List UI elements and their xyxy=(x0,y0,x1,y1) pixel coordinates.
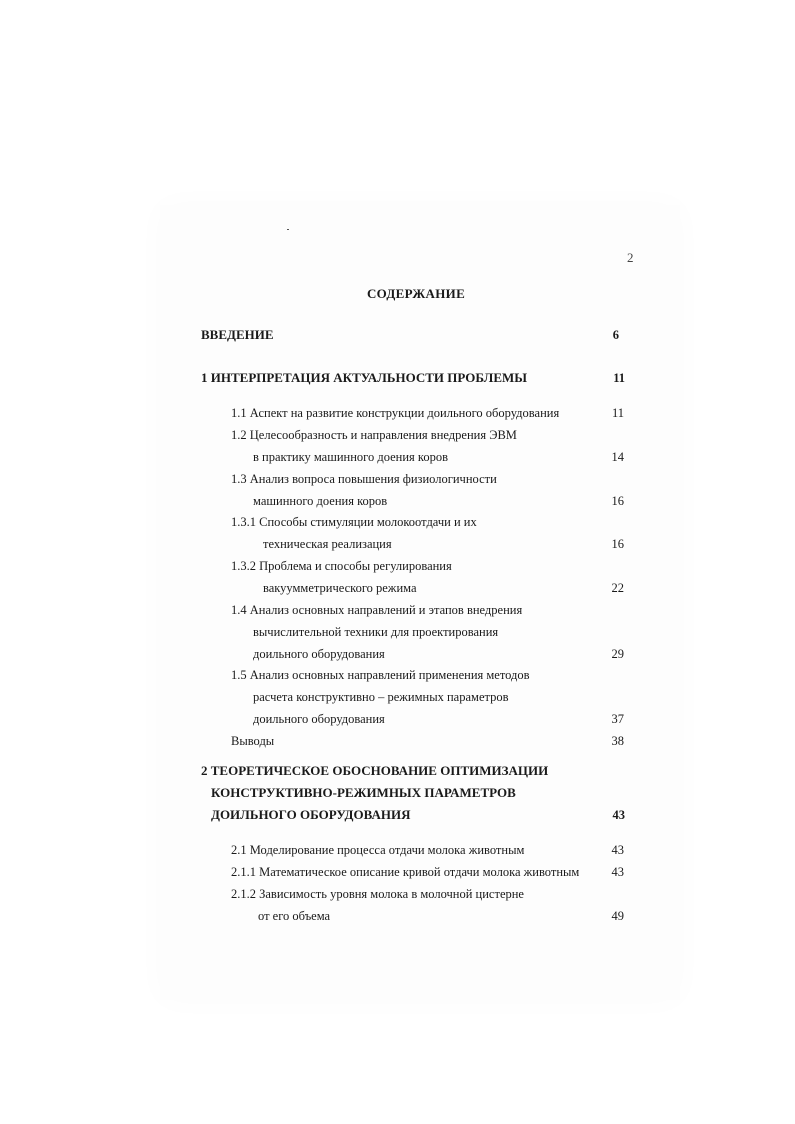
toc-entry-1-1: 1.1 Аспект на развитие конструкции доильного оборудования xyxy=(231,406,560,420)
toc-page-1-5: 37 xyxy=(611,712,624,726)
toc-chapter-1: 1 ИНТЕРПРЕТАЦИЯ АКТУАЛЬНОСТИ ПРОБЛЕМЫ xyxy=(201,370,528,385)
toc-entry-1-5-cont-1: расчета конструктивно – режимных параметров xyxy=(253,690,509,704)
toc-entry-1-3-cont: машинного доения коров xyxy=(253,494,388,508)
toc-entry-1-5: 1.5 Анализ основных направлений применения методов xyxy=(231,668,530,682)
toc-page-2-1-1: 43 xyxy=(611,865,624,879)
toc-entry-1-3-2: 1.3.2 Проблема и способы регулирования xyxy=(231,559,452,573)
toc-page-2-1-2: 49 xyxy=(611,909,624,923)
toc-entry-1-4-cont-1: вычислительной техники для проектирования xyxy=(253,625,499,639)
toc-entry-1-5-cont-2: доильного оборудования xyxy=(253,712,385,726)
toc-chapter-2: 2 ТЕОРЕТИЧЕСКОЕ ОБОСНОВАНИЕ ОПТИМИЗАЦИИ xyxy=(201,763,549,778)
toc-page-1-4: 29 xyxy=(611,647,624,661)
toc-entry-1-3: 1.3 Анализ вопроса повышения физиологичности xyxy=(231,472,497,486)
toc-page-1-3: 16 xyxy=(611,494,624,508)
toc-page-conclusions: 38 xyxy=(611,734,624,748)
toc-entry-1-3-1-cont: техническая реализация xyxy=(263,537,392,551)
toc-entry-1-3-2-cont: вакуумметрического режима xyxy=(263,581,417,595)
toc-page-chapter-1: 11 xyxy=(613,371,625,385)
toc-entry-1-4: 1.4 Анализ основных направлений и этапов внедрения xyxy=(231,603,523,617)
toc-page-1-3-2: 22 xyxy=(611,581,624,595)
toc-title: СОДЕРЖАНИЕ xyxy=(366,286,466,301)
toc-page-chapter-2: 43 xyxy=(612,808,625,822)
toc-entry-conclusions: Выводы xyxy=(231,734,275,748)
toc-entry-1-4-cont-2: доильного оборудования xyxy=(253,647,385,661)
toc-page-intro: 6 xyxy=(612,328,619,342)
toc-entry-2-1: 2.1 Моделирование процесса отдачи молока животным xyxy=(231,843,525,857)
toc-entry-2-1-1: 2.1.1 Математическое описание кривой отдачи молока животным xyxy=(231,865,580,879)
toc-page-1-2: 14 xyxy=(611,450,624,464)
toc-page-2-1: 43 xyxy=(611,843,624,857)
toc-entry-1-3-1: 1.3.1 Способы стимуляции молокоотдачи и их xyxy=(231,515,477,529)
toc-entry-1-2: 1.2 Целесообразность и направления внедрения ЭВМ xyxy=(231,428,517,442)
toc-entry-2-1-2-cont: от его объема xyxy=(258,909,331,923)
toc-entry-intro: ВВЕДЕНИЕ xyxy=(201,327,274,342)
toc-entry-1-2-cont: в практику машинного доения коров xyxy=(253,450,449,464)
toc-chapter-2-cont-1: КОНСТРУКТИВНО-РЕЖИМНЫХ ПАРАМЕТРОВ xyxy=(211,785,516,800)
scan-speck xyxy=(287,229,289,230)
toc-chapter-2-cont-2: ДОИЛЬНОГО ОБОРУДОВАНИЯ xyxy=(211,807,411,822)
toc-page-1-1: 11 xyxy=(611,406,624,420)
page-number: 2 xyxy=(627,250,634,265)
toc-page-1-3-1: 16 xyxy=(611,537,624,551)
toc-entry-2-1-2: 2.1.2 Зависимость уровня молока в молочной цистерне xyxy=(231,887,524,901)
